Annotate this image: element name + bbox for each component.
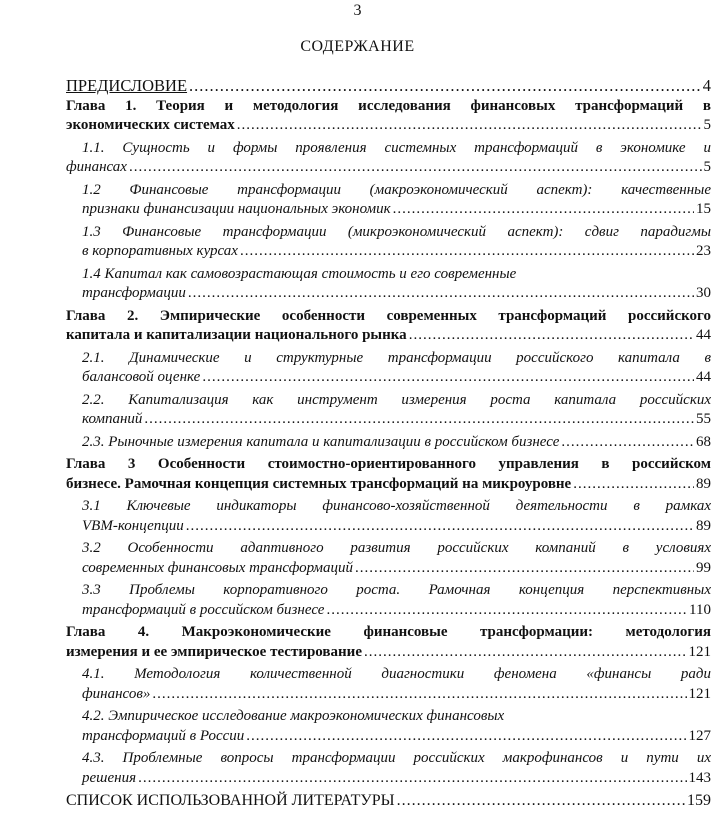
toc-page-number: 23 <box>696 243 711 259</box>
toc-entry-preface[interactable] <box>66 76 711 96</box>
dot-leader <box>186 517 694 537</box>
toc-page-number: 44 <box>696 369 711 385</box>
toc-entry-title-end: экономических системах <box>66 117 235 133</box>
toc-entry-title: 1.2 Финансовые трансформации (макроэкономический аспект): качественные <box>82 181 711 198</box>
toc-entry-title-end: трансформации <box>82 285 186 301</box>
toc-page-number: 30 <box>696 285 711 301</box>
toc-entry-title: ПРЕДИСЛОВИЕ <box>66 76 188 95</box>
toc-entry-title: 3.2 Особенности адаптивного развития российских компаний в условиях <box>82 540 711 556</box>
toc-entry-section-2-2[interactable] <box>82 391 711 430</box>
toc-entry-title: 1.4 Капитал как самовозрастающая стоимость и его современные <box>82 265 517 282</box>
toc-entry-title-end: признаки финансизации национальных экономик <box>82 201 391 217</box>
toc-entry-title-end: трансформаций в России <box>82 727 245 744</box>
toc-entry-title: 4.3. Проблемные вопросы трансформации российских макрофинансов и пути их <box>82 750 711 766</box>
toc-page-number: 44 <box>696 327 711 343</box>
toc-page-number: 68 <box>696 433 711 450</box>
toc-entry-section-4-2[interactable] <box>82 707 711 746</box>
toc-entry-section-2-3[interactable] <box>82 433 711 453</box>
toc-page-number: 121 <box>688 685 711 702</box>
toc-entry-title: Глава 3 Особенности стоимостно-ориентированного управления в российском <box>66 456 711 472</box>
dot-leader <box>202 368 694 388</box>
toc-entry-section-4-3[interactable] <box>82 749 711 788</box>
toc-entry-title: 1.3 Финансовые трансформации (микроэкономический аспект): сдвиг парадигмы <box>82 223 711 240</box>
dot-leader <box>409 326 694 346</box>
toc-entry-title: 4.1. Методология количественной диагностики феномена «финансы ради <box>82 666 711 682</box>
toc-entry-section-1-2[interactable] <box>82 181 711 220</box>
dot-leader <box>189 76 701 96</box>
toc-entry-title: Глава 2. Эмпирические особенности современных трансформаций российского <box>66 307 711 324</box>
toc-entry-chapter-3[interactable] <box>66 455 711 494</box>
toc-entry-title: 4.2. Эмпирическое исследование макроэкономических финансовых <box>82 708 505 724</box>
dot-leader <box>188 284 694 304</box>
toc-entry-chapter-4[interactable] <box>66 623 711 662</box>
dot-leader <box>326 601 687 621</box>
table-of-contents <box>66 76 711 814</box>
toc-entry-section-2-1[interactable] <box>82 349 711 388</box>
toc-title: СОДЕРЖАНИЕ <box>300 38 415 55</box>
toc-entry-title: 2.1. Динамические и структурные трансформации российского капитала в <box>82 349 711 366</box>
toc-page-number: 15 <box>696 201 711 217</box>
dot-leader <box>237 116 702 136</box>
toc-entry-section-3-1[interactable] <box>82 497 711 536</box>
toc-entry-section-1-4[interactable] <box>82 265 711 304</box>
toc-entry-title-end: капитала и капитализации национального рынка <box>66 327 407 343</box>
dot-leader <box>397 791 685 811</box>
toc-entry-title-end: бизнесе. Рамочная концепция системных трансформаций на микроуровне <box>66 475 572 492</box>
toc-entry-title: Глава 1. Теория и методология исследования финансовых трансформаций в <box>66 97 711 114</box>
toc-entry-title-end: финансов» <box>82 685 151 702</box>
toc-entry-title-end: VBM-концепции <box>82 517 184 534</box>
toc-entry-section-1-1[interactable] <box>66 139 711 178</box>
toc-entry-title: 3.3 Проблемы корпоративного роста. Рамочная концепция перспективных <box>82 582 711 598</box>
toc-entry-title-end: современных финансовых трансформаций <box>82 559 353 576</box>
dot-leader <box>364 643 687 663</box>
dot-leader <box>144 410 694 430</box>
toc-entry-title: Глава 4. Макроэкономические финансовые трансформации: методология <box>66 624 711 640</box>
toc-entry-title-end: балансовой оценке <box>82 369 201 385</box>
toc-entry-section-4-1[interactable] <box>82 665 711 704</box>
toc-page-number: 89 <box>696 517 711 534</box>
toc-entry-title: 2.2. Капитализация как инструмент измерения роста капитала российских <box>82 391 711 408</box>
toc-entry-title: СПИСОК ИСПОЛЬЗОВАННОЙ ЛИТЕРАТУРЫ <box>66 792 395 809</box>
toc-entry-bibliography[interactable] <box>66 791 711 811</box>
toc-entry-section-3-2[interactable] <box>82 539 711 578</box>
toc-page-number: 5 <box>703 159 711 175</box>
toc-page-number: 121 <box>688 643 711 660</box>
toc-entry-title: 3.1 Ключевые индикаторы финансово-хозяйственной деятельности в рамках <box>82 498 711 514</box>
toc-entry-title-end: трансформаций в российском бизнесе <box>82 601 325 618</box>
toc-entry-section-3-3[interactable] <box>82 581 711 620</box>
dot-leader <box>393 200 694 220</box>
dot-leader <box>573 475 694 495</box>
toc-entry-chapter-1[interactable] <box>66 97 711 136</box>
toc-entry-section-1-3[interactable] <box>82 223 711 262</box>
toc-page-number: 99 <box>696 559 711 576</box>
toc-page-number: 89 <box>696 475 711 492</box>
toc-entry-chapter-2[interactable] <box>66 307 711 346</box>
toc-entry-title-end: компаний <box>82 411 143 427</box>
dot-leader <box>240 242 694 262</box>
toc-entry-title-end: измерения и ее эмпирическое тестирование <box>66 643 362 660</box>
page-number: 3 <box>353 2 362 19</box>
toc-page-number: 55 <box>696 411 711 427</box>
toc-page-number: 127 <box>688 727 711 744</box>
toc-entry-title-end: в корпоративных курсах <box>82 243 238 259</box>
toc-page-number: 159 <box>687 792 711 809</box>
toc-page-number: 5 <box>703 117 711 133</box>
toc-entry-title-end: финансах <box>66 159 127 175</box>
dot-leader <box>138 769 686 789</box>
toc-entry-title: 1.1. Сущность и формы проявления системных трансформаций в экономике и <box>82 139 711 156</box>
dot-leader <box>152 685 686 705</box>
dot-leader <box>561 433 694 453</box>
toc-entry-title-end: решения <box>82 769 137 786</box>
toc-page-number: 143 <box>688 769 711 786</box>
toc-entry-title: 2.3. Рыночные измерения капитала и капитализации в российском бизнесе <box>82 433 560 450</box>
dot-leader <box>246 727 686 747</box>
dot-leader <box>129 158 702 178</box>
toc-page-number: 4 <box>702 76 711 95</box>
toc-page-number: 110 <box>689 601 711 618</box>
dot-leader <box>355 559 694 579</box>
